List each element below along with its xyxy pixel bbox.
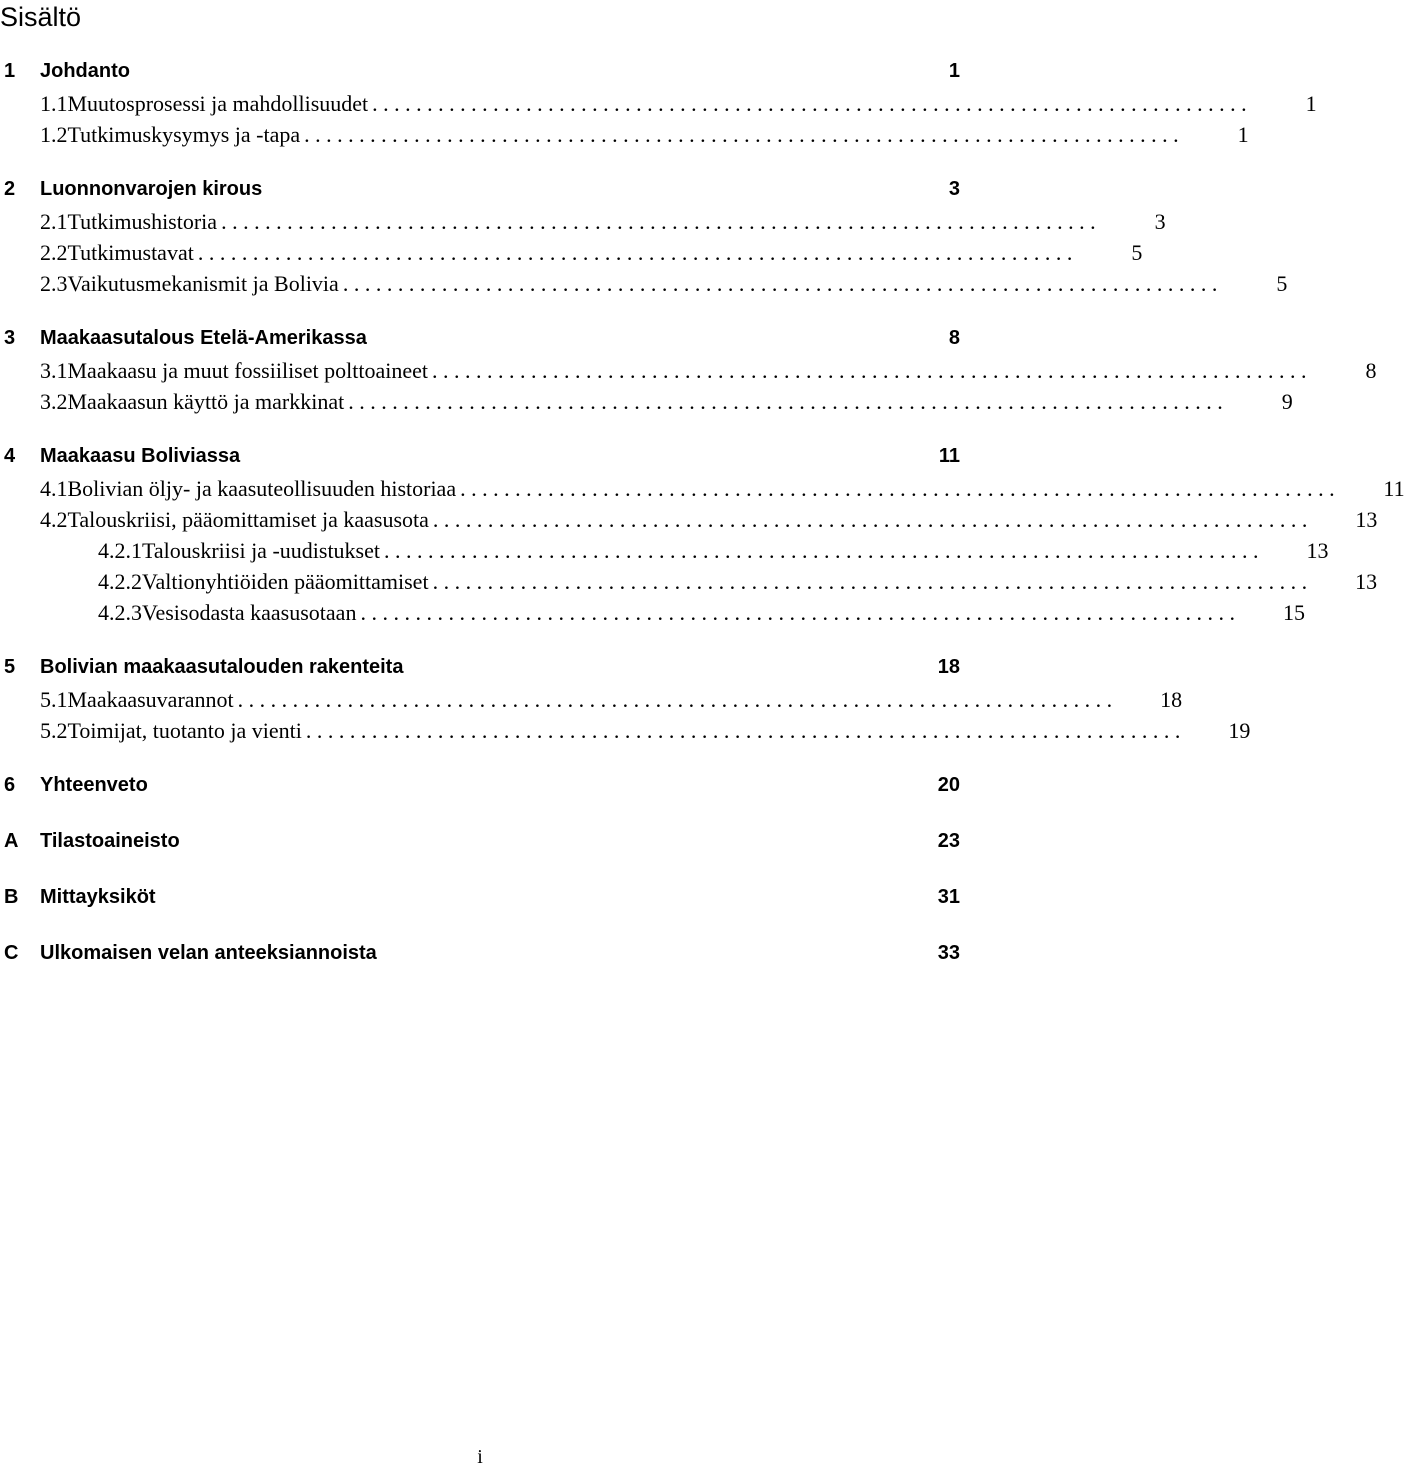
toc-entry-number: 2.1: [40, 209, 68, 234]
toc-entry-title: Maakaasu Boliviassa: [40, 445, 241, 467]
toc-entry-chapter[interactable]: [0, 327, 960, 357]
toc-entry-number: 4.1: [40, 476, 68, 501]
toc-entry-chapter[interactable]: [0, 942, 960, 972]
toc-entry-number: 3.1: [40, 358, 68, 383]
toc-entry-number: 2.3: [40, 271, 68, 296]
toc-entry-title: Maakaasun käyttö ja markkinat: [67, 389, 345, 414]
toc-entry-title: Tutkimustavat: [67, 240, 194, 265]
toc-entry-page: 5: [1131, 240, 1143, 265]
toc-entry-title: Muutosprosessi ja mahdollisuudet: [67, 91, 369, 116]
toc-entry-chapter[interactable]: [0, 830, 960, 860]
toc-dot-leader: . . . . . . . . . . . . . . . . . . . . . . . . . . . . . . . . . . . . . . . . . . . . . . . . . . . . . . . . . . . . . . . . . . . . . . . . . . . . . . . .: [432, 507, 1308, 532]
toc-entry-page: 23: [937, 830, 960, 852]
toc-entry-number: 5.1: [40, 687, 68, 712]
toc-entry-title: Talouskriisi, pääomittamiset ja kaasusota: [67, 507, 429, 532]
toc-entry-number: 1: [4, 60, 16, 82]
toc-entry-title: Luonnonvarojen kirous: [40, 178, 263, 200]
toc-entry-page: 8: [1365, 358, 1377, 383]
toc-entry-number: 5: [4, 656, 16, 678]
toc-dot-leader: . . . . . . . . . . . . . . . . . . . . . . . . . . . . . . . . . . . . . . . . . . . . . . . . . . . . . . . . . . . . . . . . . . . . . . . . . . . . . . . .: [305, 718, 1181, 743]
toc-entry-page: 1: [1305, 91, 1317, 116]
toc-entry-number: 3.2: [40, 389, 68, 414]
toc-dot-leader: . . . . . . . . . . . . . . . . . . . . . . . . . . . . . . . . . . . . . . . . . . . . . . . . . . . . . . . . . . . . . . . . . . . . . . . . . . . . . . . .: [348, 389, 1223, 414]
toc-entry-number: 2.2: [40, 240, 68, 265]
toc-entry-number: 1.2: [40, 122, 68, 147]
toc-entry-page: 15: [1282, 600, 1305, 625]
toc-entry-subsection[interactable]: [0, 569, 1378, 599]
toc-entry-number: 4.2: [40, 507, 68, 532]
toc-entry-page: 9: [1281, 389, 1293, 414]
toc-entry-chapter[interactable]: [0, 656, 960, 686]
toc-entry-title: Vaikutusmekanismit ja Bolivia: [67, 271, 339, 296]
toc-entry-section[interactable]: [0, 389, 1293, 419]
toc-entry-section[interactable]: [0, 687, 1183, 717]
toc-entry-page: 5: [1276, 271, 1288, 296]
toc-dot-leader: . . . . . . . . . . . . . . . . . . . . . . . . . . . . . . . . . . . . . . . . . . . . . . . . . . . . . . . . . . . . . . . . . . . . . . . . . . . . . . . .: [460, 476, 1335, 501]
toc-dot-leader: . . . . . . . . . . . . . . . . . . . . . . . . . . . . . . . . . . . . . . . . . . . . . . . . . . . . . . . . . . . . . . . . . . . . . . . . . . . . . . . .: [384, 538, 1259, 563]
toc-entry-page: 31: [937, 886, 960, 908]
toc-entry-section[interactable]: [0, 718, 1251, 748]
toc-entry-chapter[interactable]: [0, 178, 960, 208]
toc-entry-title: Bolivian öljy- ja kaasuteollisuuden historiaa: [67, 476, 457, 501]
toc-entry-title: Ulkomaisen velan anteeksiannoista: [40, 942, 377, 964]
toc-entry-page: 11: [1383, 476, 1405, 501]
toc-entry-page: 18: [1160, 687, 1183, 712]
toc-entry-page: 18: [937, 656, 960, 678]
toc-dot-leader: . . . . . . . . . . . . . . . . . . . . . . . . . . . . . . . . . . . . . . . . . . . . . . . . . . . . . . . . . . . . . . . . . . . . . . . . . . . . . . . .: [304, 122, 1179, 147]
toc-entry-page: 1: [1237, 122, 1249, 147]
toc-entry-section[interactable]: [0, 240, 1143, 270]
toc-entry-number: 4.2.1: [98, 538, 142, 563]
toc-entry-section[interactable]: [0, 476, 1405, 506]
toc-entry-number: 6: [4, 774, 16, 796]
toc-entry-title: Maakaasuvarannot: [67, 687, 234, 712]
toc-entry-page: 13: [1355, 569, 1378, 594]
toc-entry-chapter[interactable]: [0, 774, 960, 804]
toc-entry-subsection[interactable]: [0, 538, 1329, 568]
toc-dot-leader: . . . . . . . . . . . . . . . . . . . . . . . . . . . . . . . . . . . . . . . . . . . . . . . . . . . . . . . . . . . . . . . . . . . . . . . . . . . . . . . .: [197, 240, 1073, 265]
toc-entry-section[interactable]: [0, 358, 1377, 388]
toc-entry-page: 19: [1228, 718, 1251, 743]
toc-dot-leader: . . . . . . . . . . . . . . . . . . . . . . . . . . . . . . . . . . . . . . . . . . . . . . . . . . . . . . . . . . . . . . . . . . . . . . . . . . . . . . . .: [372, 91, 1247, 116]
toc-dot-leader: . . . . . . . . . . . . . . . . . . . . . . . . . . . . . . . . . . . . . . . . . . . . . . . . . . . . . . . . . . . . . . . . . . . . . . . . . . . . . . . .: [342, 271, 1218, 296]
toc-entry-subsection[interactable]: [0, 600, 1305, 630]
toc-entry-title: Johdanto: [40, 60, 130, 82]
toc-entry-title: Talouskriisi ja -uudistukset: [142, 538, 380, 563]
toc-heading: Sisältö: [0, 2, 82, 32]
toc-entry-number: B: [4, 886, 19, 908]
toc-entry-page: 11: [938, 445, 960, 467]
toc-entry-page: 8: [948, 327, 960, 349]
toc-entry-section[interactable]: [0, 209, 1166, 239]
toc-entry-title: Yhteenveto: [40, 774, 148, 796]
toc-entry-page: 13: [1306, 538, 1329, 563]
toc-entry-page: 33: [937, 942, 960, 964]
toc-dot-leader: . . . . . . . . . . . . . . . . . . . . . . . . . . . . . . . . . . . . . . . . . . . . . . . . . . . . . . . . . . . . . . . . . . . . . . . . . . . . . . . .: [431, 358, 1307, 383]
toc-entry-number: 4.2.3: [98, 600, 142, 625]
toc-entry-number: 1.1: [40, 91, 68, 116]
toc-entry-section[interactable]: [0, 122, 1249, 152]
toc-entry-number: 5.2: [40, 718, 68, 743]
toc-entry-title: Valtionyhtiöiden pääomittamiset: [142, 569, 429, 594]
toc-entry-title: Tutkimushistoria: [67, 209, 218, 234]
toc-dot-leader: . . . . . . . . . . . . . . . . . . . . . . . . . . . . . . . . . . . . . . . . . . . . . . . . . . . . . . . . . . . . . . . . . . . . . . . . . . . . . . . .: [360, 600, 1235, 625]
page-number: i: [477, 1446, 483, 1468]
toc-dot-leader: . . . . . . . . . . . . . . . . . . . . . . . . . . . . . . . . . . . . . . . . . . . . . . . . . . . . . . . . . . . . . . . . . . . . . . . . . . . . . . . .: [221, 209, 1096, 234]
toc-entry-chapter[interactable]: [0, 60, 960, 90]
toc-entry-page: 1: [948, 60, 960, 82]
toc-entry-chapter[interactable]: [0, 886, 960, 916]
toc-entry-title: Tutkimuskysymys ja -tapa: [67, 122, 301, 147]
toc-entry-section[interactable]: [0, 271, 1288, 301]
toc-entry-title: Bolivian maakaasutalouden rakenteita: [40, 656, 404, 678]
toc-entry-page: 3: [1154, 209, 1166, 234]
toc-entry-title: Maakaasu ja muut fossiiliset polttoaineet: [67, 358, 428, 383]
toc-entry-number: 4.2.2: [98, 569, 142, 594]
toc-dot-leader: . . . . . . . . . . . . . . . . . . . . . . . . . . . . . . . . . . . . . . . . . . . . . . . . . . . . . . . . . . . . . . . . . . . . . . . . . . . . . . . .: [237, 687, 1113, 712]
toc-entry-number: 3: [4, 327, 16, 349]
toc-entry-number: 4: [4, 445, 16, 467]
toc-entry-title: Vesisodasta kaasusotaan: [142, 600, 357, 625]
toc-entry-title: Maakaasutalous Etelä-Amerikassa: [40, 327, 367, 349]
toc-entry-page: 3: [948, 178, 960, 200]
toc-entry-page: 13: [1355, 507, 1378, 532]
toc-entry-title: Mittayksiköt: [40, 886, 156, 908]
toc-entry-chapter[interactable]: [0, 445, 960, 475]
toc-entry-page: 20: [937, 774, 960, 796]
toc-entry-number: 2: [4, 178, 16, 200]
toc-entry-section[interactable]: [0, 91, 1317, 121]
toc-entry-section[interactable]: [0, 507, 1378, 537]
toc-entry-title: Toimijat, tuotanto ja vienti: [67, 718, 302, 743]
toc-entry-number: C: [4, 942, 19, 964]
toc-entry-title: Tilastoaineisto: [40, 830, 180, 852]
toc-entry-number: A: [4, 830, 19, 852]
toc-dot-leader: . . . . . . . . . . . . . . . . . . . . . . . . . . . . . . . . . . . . . . . . . . . . . . . . . . . . . . . . . . . . . . . . . . . . . . . . . . . . . . . .: [432, 569, 1308, 594]
